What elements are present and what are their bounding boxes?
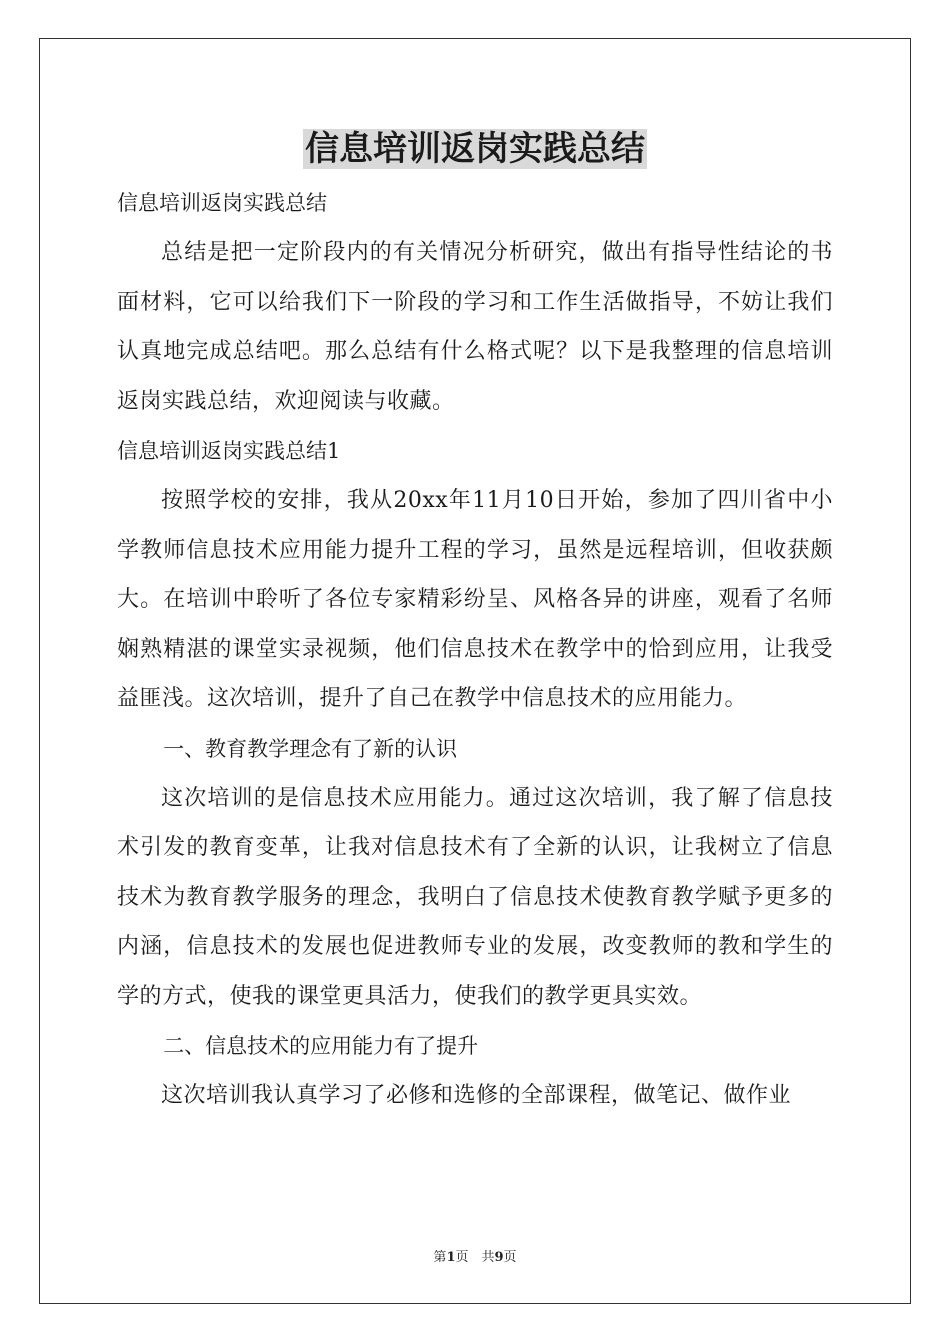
document-body <box>117 120 833 1121</box>
section-heading: 二、信息技术的应用能力有了提升 <box>163 1034 479 1058</box>
section-title: 信息培训返岗实践总结1 <box>117 439 341 463</box>
section-heading: 一、教育教学理念有了新的认识 <box>163 736 458 761</box>
document-title: 信息培训返岗实践总结 <box>305 129 645 169</box>
total-page-number: 9 <box>494 1250 504 1265</box>
body-paragraph: 这次培训我认真学习了必修和选修的全部课程，做笔记、做作业 <box>161 1083 792 1108</box>
current-page-number: 1 <box>446 1250 456 1265</box>
intro-paragraph: 总结是把一定阶段内的有关情况分析研究，做出有指导性结论的书面材料，它可以给我们下一阶段的学习和工作生活做指导，不妨让我们认真地完成总结吧。那么总结有什么格式呢？以下是我整理的信息培训返岗实践总结，欢迎阅读与收藏。 <box>117 240 833 414</box>
body-paragraph: 按照学校的安排，我从20xx年11月10日开始，参加了四川省中小学教师信息技术应用能力提升工程的学习，虽然是远程培训，但收获颇大。在培训中聆听了各位专家精彩纷呈、风格各异的讲座，观看了名师娴熟精湛的课堂实录视频，他们信息技术在教学中的恰到应用，让我受益匪浅。这次培训，提升了自己在教学中信息技术的应用能力。 <box>117 488 833 711</box>
page-footer: 第1页 共9页 <box>433 1250 517 1265</box>
body-paragraph: 这次培训的是信息技术应用能力。通过这次培训，我了解了信息技术引发的教育变革，让我对信息技术有了全新的认识，让我树立了信息技术为教育教学服务的理念，我明白了信息技术使教育教学赋予更多的内涵，信息技术的发展也促进教师专业的发展，改变教师的教和学生的学的方式，使我的课堂更具活力，使我们的教学更具实效。 <box>117 785 833 1009</box>
document-subtitle: 信息培训返岗实践总结 <box>117 191 327 215</box>
